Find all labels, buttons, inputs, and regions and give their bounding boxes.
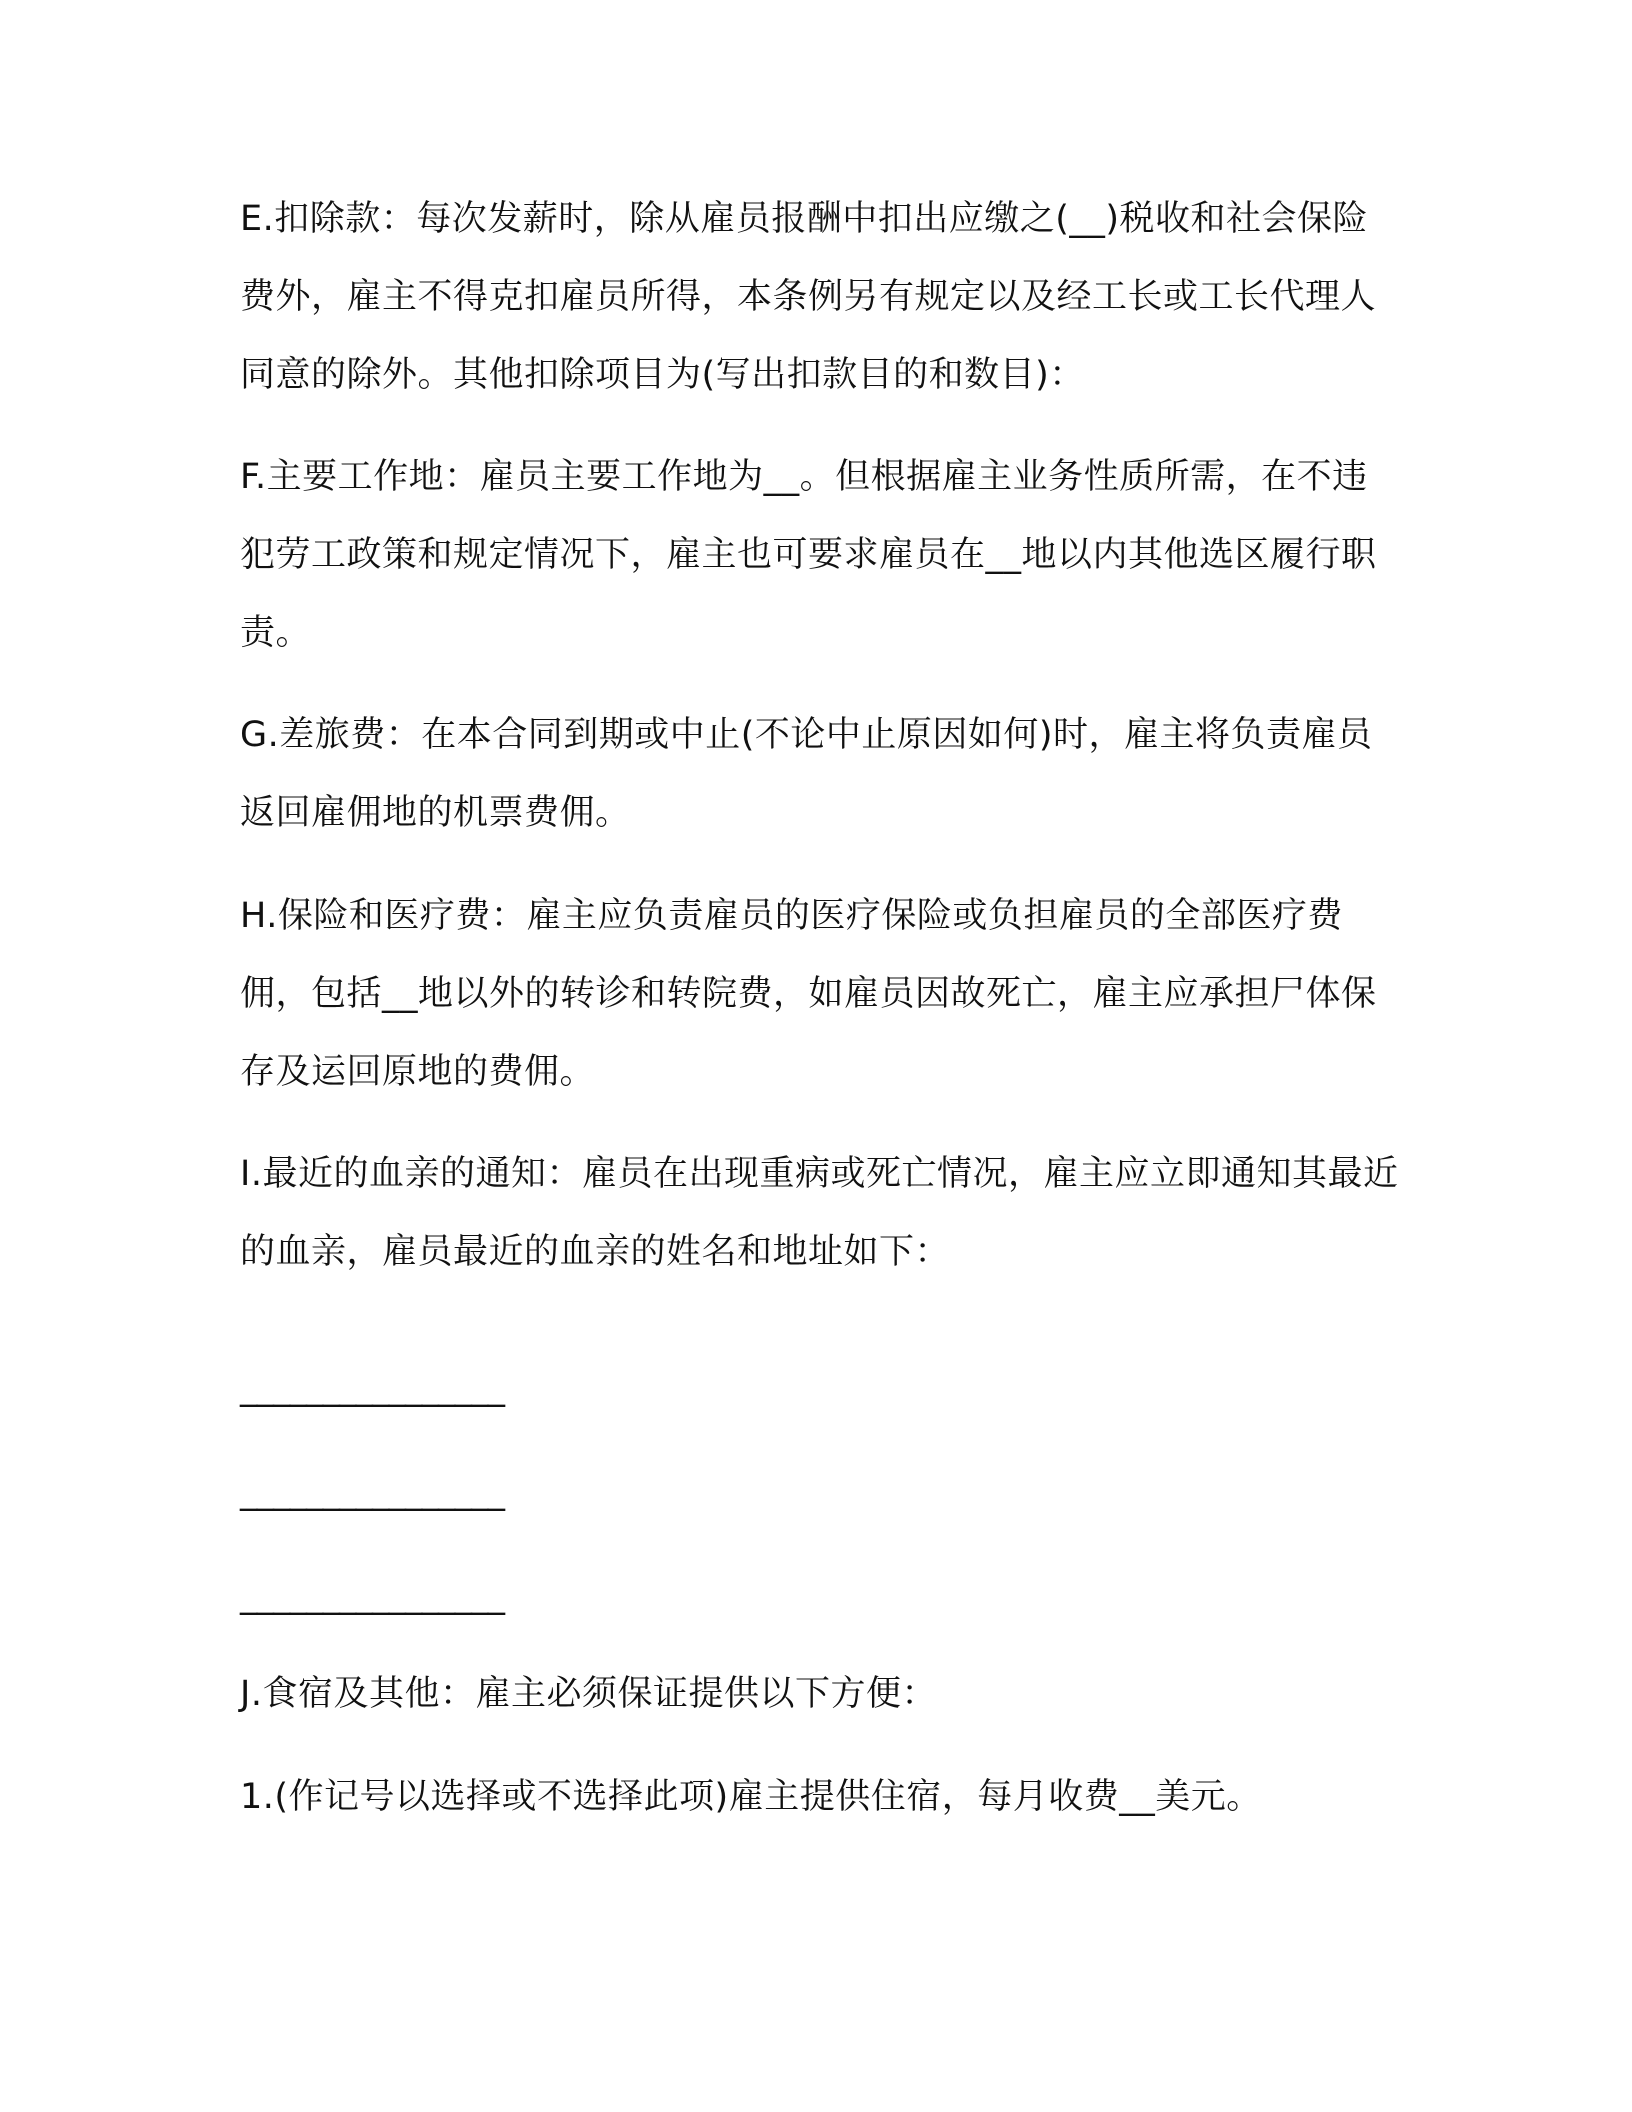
- next-of-kin-blank-line-2: ________________: [240, 1472, 504, 1512]
- clause-j-item-1: 1.(作记号以选择或不选择此项)雇主提供住宿，每月收费__美元。: [240, 1777, 1262, 1817]
- clause-f-work-location: F.主要工作地：雇员主要工作地为__。但根据雇主业务性质所需，在不违犯劳工政策和规定情况下，雇主也可要求雇员在__地以内其他选区履行职责。: [240, 457, 1377, 653]
- next-of-kin-blank-line-1: ________________: [240, 1368, 504, 1408]
- clause-g-travel-expenses: G.差旅费：在本合同到期或中止(不论中止原因如何)时，雇主将负责雇员返回雇佣地的机票费佣。: [240, 715, 1373, 833]
- clause-e-deductions: E.扣除款：每次发薪时，除从雇员报酬中扣出应缴之(__)税收和社会保险费外，雇主不得克扣雇员所得，本条例另有规定以及经工长或工长代理人同意的除外。其他扣除项目为(写出扣款目的和数目)：: [240, 199, 1377, 395]
- clause-j-board-lodging: J.食宿及其他：雇主必须保证提供以下方便：: [240, 1674, 937, 1714]
- next-of-kin-blank-line-3: ________________: [240, 1576, 504, 1616]
- clause-h-insurance-medical: H.保险和医疗费：雇主应负责雇员的医疗保险或负担雇员的全部医疗费佣，包括__地以外的转诊和转院费，如雇员因故死亡，雇主应承担尸体保存及运回原地的费佣。: [240, 896, 1377, 1092]
- clause-i-next-of-kin: I.最近的血亲的通知：雇员在出现重病或死亡情况，雇主应立即通知其最近的血亲，雇员最近的血亲的姓名和地址如下：: [240, 1154, 1399, 1272]
